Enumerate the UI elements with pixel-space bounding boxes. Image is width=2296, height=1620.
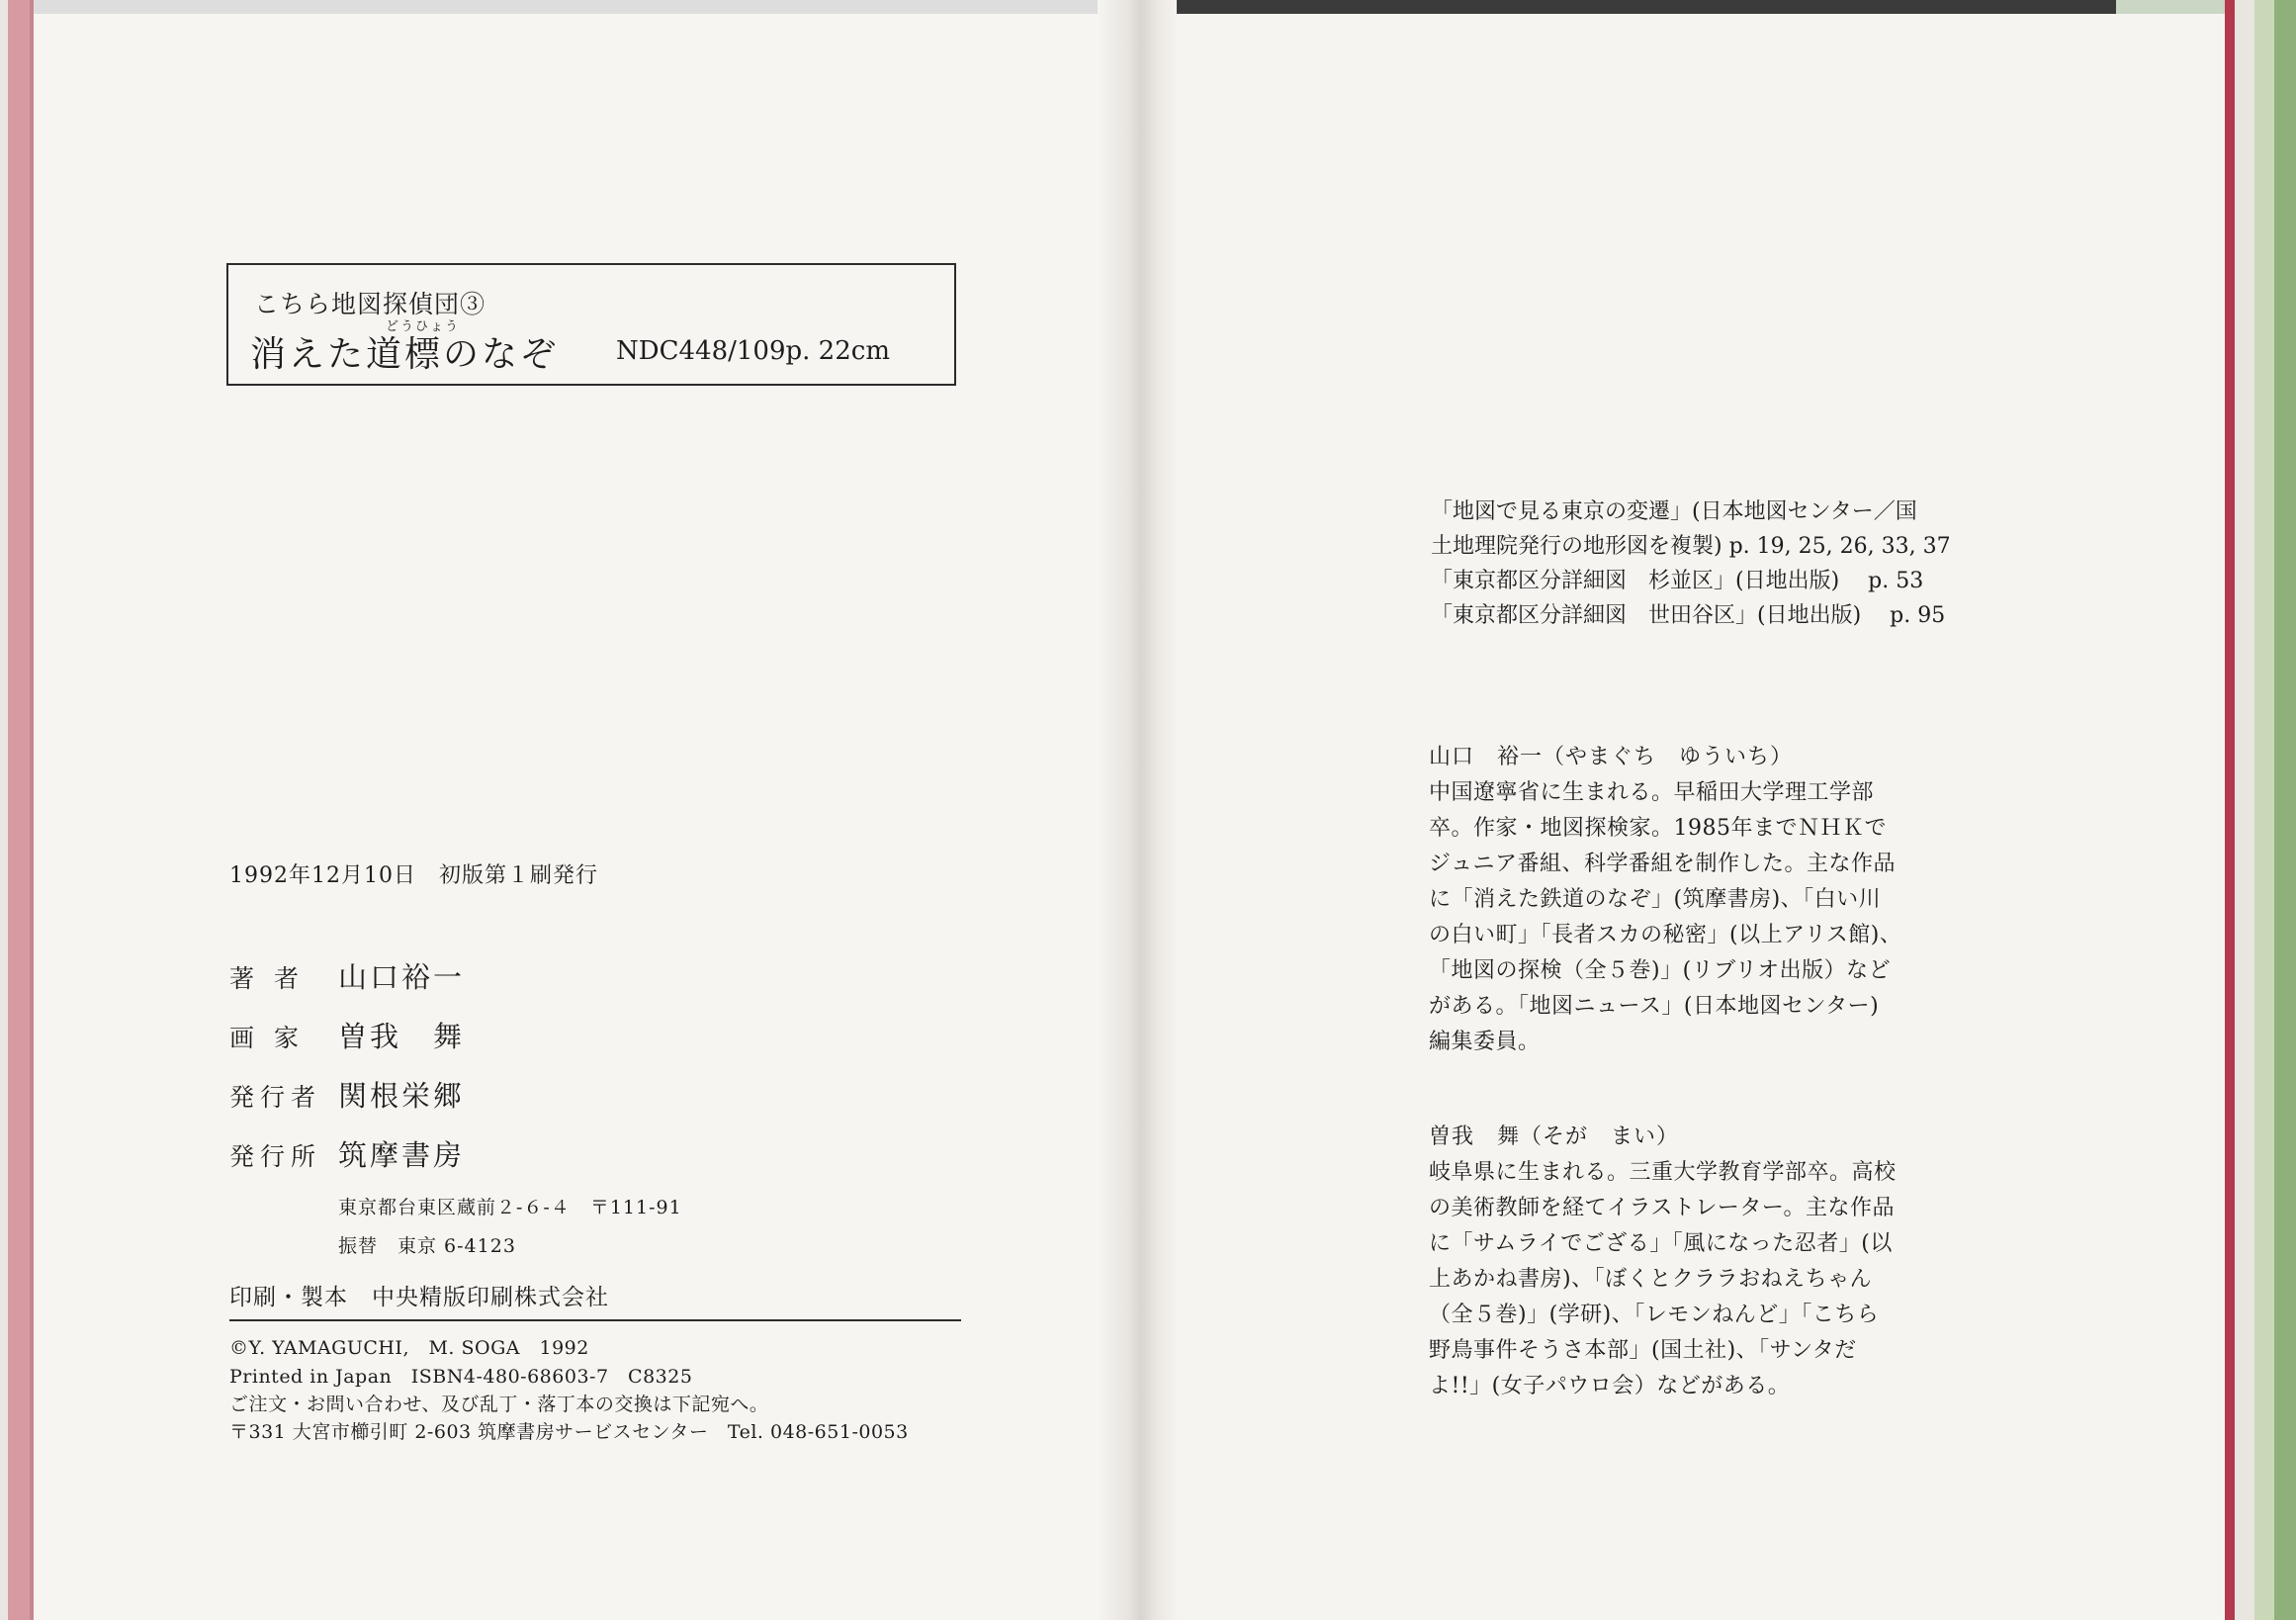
bio-line: 卒。作家・地図探検家。1985年までＮＨＫで [1429, 816, 1887, 841]
credit-role: 発行所 [229, 1142, 322, 1171]
credit-name: 関根栄郷 [338, 1079, 466, 1113]
credit-illustrator [229, 1015, 465, 1054]
printer: 印刷・製本 中央精版印刷株式会社 [229, 1285, 609, 1310]
credit-name: 山口裕一 [338, 960, 466, 994]
source-line: 土地理院発行の地形図を複製) p. 19, 25, 26, 33, 37 [1431, 534, 1951, 559]
bio-line: に「消えた鉄道のなぞ」(筑摩書房)、「白い川 [1429, 887, 1882, 912]
bio-line: の美術教師を経てイラストレーター。主な作品 [1429, 1196, 1895, 1220]
divider-rule [229, 1319, 961, 1321]
ndc-classification: NDC448/109p. 22cm [616, 336, 890, 366]
isbn: Printed in Japan ISBN4-480-68603-7 C8325 [229, 1366, 693, 1388]
credit-name: 曽我 舞 [338, 1020, 466, 1053]
bio-line: 編集委員。 [1429, 1030, 1541, 1054]
left-cover-edge [0, 0, 34, 1620]
right-cover-edge [2225, 0, 2296, 1620]
bio-line: 岐阜県に生まれる。三重大学教育学部卒。高校 [1429, 1160, 1897, 1185]
series-name: こちら地図探偵団③ [254, 290, 486, 318]
bio-line: 上あかね書房)、「ぼくとクララおねえちゃん [1429, 1267, 1873, 1292]
copyright: ©Y. YAMAGUCHI, M. SOGA 1992 [229, 1337, 589, 1359]
publisher-address: 東京都台東区蔵前２-６-４ 〒111-91 [338, 1197, 682, 1218]
title-box [226, 263, 956, 386]
credit-role: 画 家 [229, 1024, 305, 1052]
bio-line: 「地図の探検（全５巻)」(リブリオ出版）など [1429, 958, 1892, 983]
bio-line: がある。「地図ニュース」(日本地図センター) [1429, 994, 1880, 1019]
bio-line: よ!!」(女子パウロ会）などがある。 [1429, 1374, 1791, 1398]
bio-line: の白い町」「長者スカの秘密」(以上アリス館)、 [1429, 923, 1902, 947]
credit-role: 著 者 [229, 964, 305, 993]
bio-line: 中国遼寧省に生まれる。早稲田大学理工学部 [1429, 780, 1875, 805]
credit-publisher [229, 1133, 465, 1173]
book-gutter [1098, 0, 1177, 1620]
source-line: 「東京都区分詳細図 世田谷区」(日地出版) p. 95 [1431, 603, 1946, 628]
source-line: 「東京都区分詳細図 杉並区」(日地出版) p. 53 [1431, 569, 1924, 593]
bio-line: 野鳥事件そうさ本部」(国土社)、「サンタだ [1429, 1338, 1857, 1363]
credit-name: 筑摩書房 [338, 1138, 466, 1172]
title-furigana: どうひょう [386, 319, 461, 334]
map-sources [1431, 495, 1951, 633]
publication-date: 1992年12月10日 初版第１刷発行 [229, 863, 598, 888]
service-center: 〒331 大宮市櫛引町 2-603 筑摩書房サービスセンター Tel. 048-651-0053 [229, 1421, 909, 1443]
author-bio-heading: 山口 裕一（やまぐち ゆういち） [1429, 745, 1794, 769]
illustrator-bio-body [1429, 1155, 1923, 1404]
illustrator-bio-heading: 曽我 舞（そが まい） [1429, 1125, 1680, 1149]
author-bio [1429, 740, 1923, 1060]
illustrator-bio [1429, 1120, 1923, 1404]
credit-publisher-person [229, 1074, 465, 1114]
bio-line: （全５巻)」(学研)、「レモンねんど」「こちら [1429, 1303, 1880, 1327]
credit-author [229, 955, 465, 995]
publisher-furikae: 振替 東京 6-4123 [338, 1235, 516, 1257]
bio-line: ジュニア番組、科学番組を制作した。主な作品 [1429, 852, 1897, 876]
author-bio-body [1429, 775, 1923, 1060]
book-title: 消えた道標のなぞ [250, 334, 560, 375]
order-notice: ご注文・お問い合わせ、及び乱丁・落丁本の交換は下記宛へ。 [229, 1394, 769, 1415]
bio-line: に「サムライでござる」「風になった忍者」(以 [1429, 1231, 1893, 1256]
source-line: 「地図で見る東京の変遷」(日本地図センター／国 [1431, 499, 1917, 524]
credit-role: 発行者 [229, 1083, 322, 1112]
